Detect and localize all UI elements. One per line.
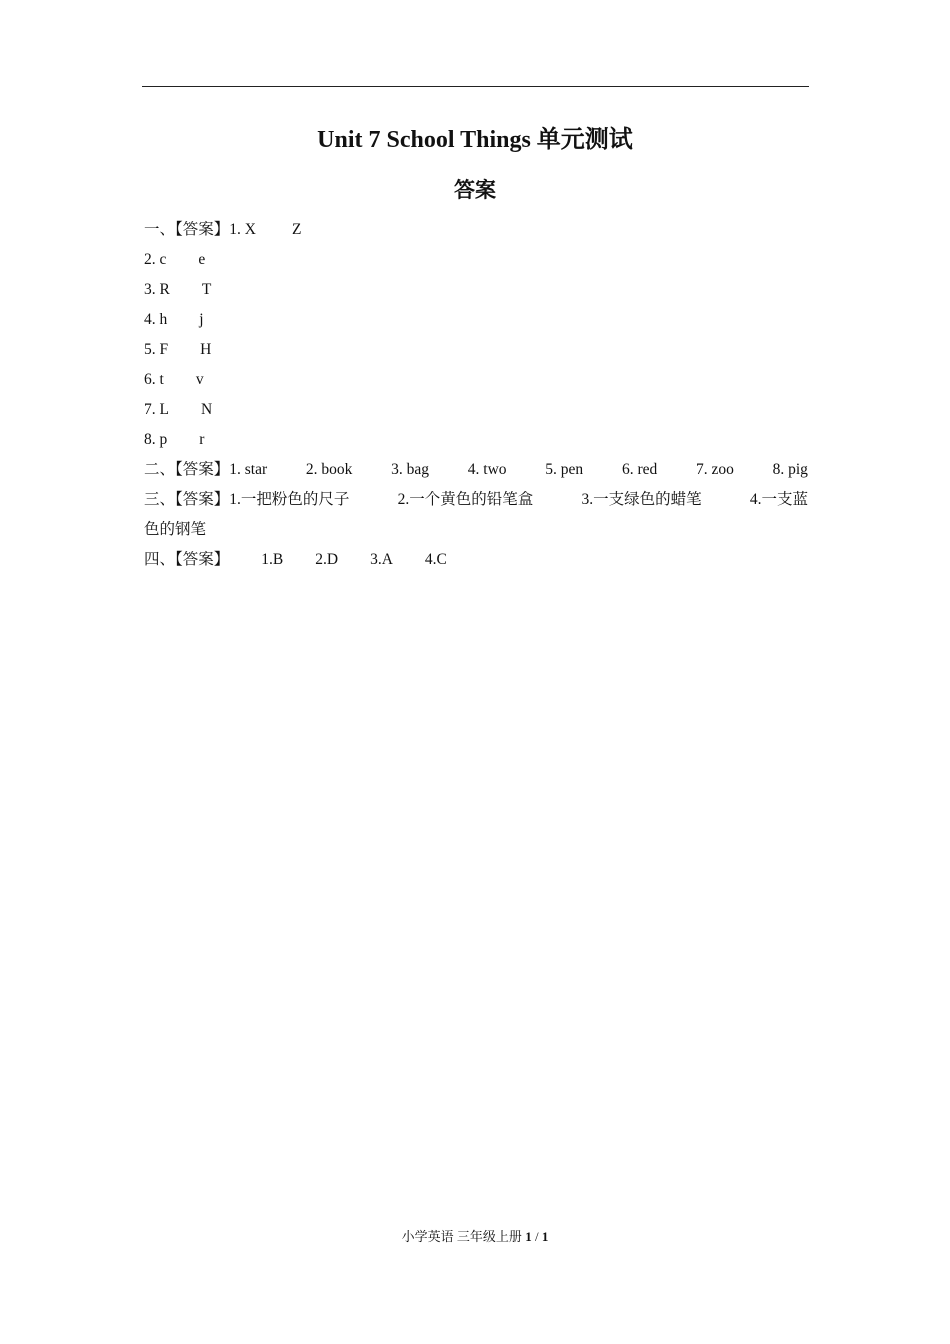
answer-choice: 3.A xyxy=(370,551,393,568)
section1-prefix: 一、【答案】 xyxy=(144,221,230,238)
footer-course: 小学英语 三年级上册 xyxy=(401,1229,522,1244)
section1-line-8 xyxy=(144,425,808,455)
section3-prefix: 三、【答案】 xyxy=(144,491,230,508)
section3-line-2 xyxy=(144,515,808,545)
answer-letter: 3. R xyxy=(144,281,170,298)
answer-letter: r xyxy=(199,431,205,448)
answer-word: 2. book xyxy=(305,461,353,478)
answer-phrase: 4.一支蓝 xyxy=(749,491,808,508)
answer-phrase: 3.一支绿色的蜡笔 xyxy=(581,491,702,508)
answer-letter: 5. F xyxy=(144,341,169,358)
answer-letter: 6. t xyxy=(144,371,164,388)
answer-word: 6. red xyxy=(621,461,658,478)
answer-word: 4. two xyxy=(467,461,507,478)
answer-letter: T xyxy=(201,281,212,298)
answer-letter: Z xyxy=(291,221,302,238)
answer-letter: j xyxy=(199,311,204,328)
answer-letter: e xyxy=(198,251,206,268)
section1-line-4 xyxy=(144,305,808,335)
page-footer xyxy=(0,1227,950,1247)
page-subtitle: 答案 xyxy=(454,178,496,202)
header-rule xyxy=(142,86,809,87)
answer-choice: 1.B xyxy=(261,551,284,568)
section2-line xyxy=(144,455,808,485)
answer-letter: v xyxy=(195,371,204,388)
section3-line-1 xyxy=(144,485,808,515)
answer-letter: 7. L xyxy=(144,401,169,418)
page-title: Unit 7 School Things 单元测试 xyxy=(317,127,633,153)
section1-line-7 xyxy=(144,395,808,425)
answer-letter: N xyxy=(200,401,213,418)
answer-phrase-continuation: 色的钢笔 xyxy=(144,521,207,538)
answer-content xyxy=(144,215,808,575)
answer-letter: H xyxy=(200,341,212,358)
answer-word: 8. pig xyxy=(772,461,808,478)
footer-page-current: 1 xyxy=(525,1229,532,1244)
footer-page-separator: / xyxy=(534,1229,539,1244)
answer-phrase: 1.一把粉色的尺子 xyxy=(229,491,350,508)
section2-prefix: 二、【答案】 xyxy=(144,461,230,478)
answer-letter: 4. h xyxy=(144,311,168,328)
answer-phrase: 2.一个黄色的铅笔盒 xyxy=(397,491,534,508)
section1-line-1 xyxy=(144,215,808,245)
section1-line-2 xyxy=(144,245,808,275)
answer-letter: 1. X xyxy=(229,221,256,238)
answer-word: 1. star xyxy=(229,461,268,478)
footer-page-total: 1 xyxy=(541,1229,549,1244)
section1-line-5 xyxy=(144,335,808,365)
section1-line-3 xyxy=(144,275,808,305)
answer-letter: 8. p xyxy=(144,431,168,448)
answer-choice: 2.D xyxy=(315,551,339,568)
answer-choice: 4.C xyxy=(424,551,447,568)
section4-line xyxy=(144,545,808,575)
answer-word: 3. bag xyxy=(391,461,430,478)
section1-line-6 xyxy=(144,365,808,395)
answer-letter: 2. c xyxy=(144,251,167,268)
answer-word: 5. pen xyxy=(545,461,584,478)
answer-word: 7. zoo xyxy=(695,461,734,478)
section4-prefix: 四、【答案】 xyxy=(144,551,230,568)
